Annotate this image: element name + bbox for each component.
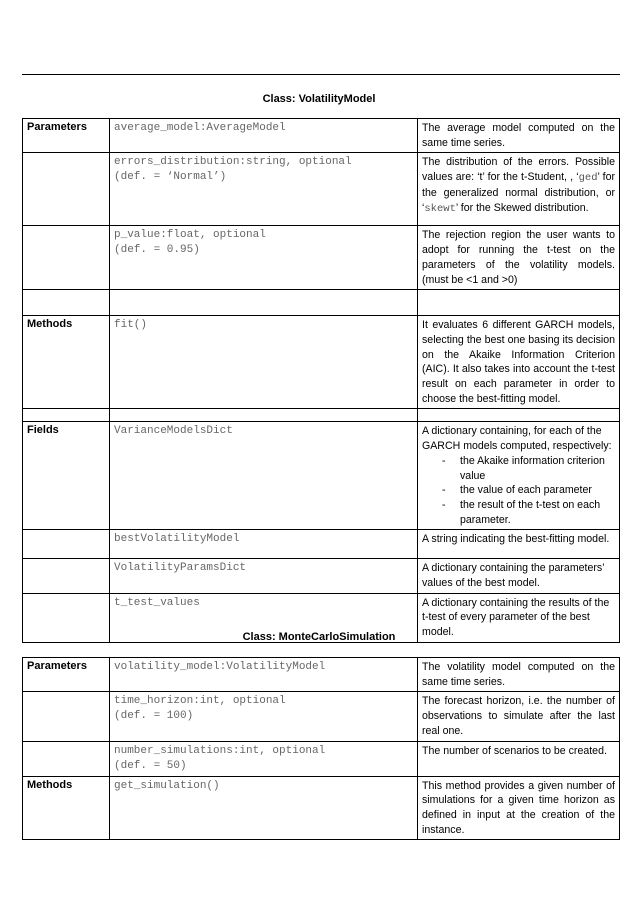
- method-description: It evaluates 6 different GARCH models, selecting the best one basing its decision on the Akaike Information Criterion (AIC). It also takes into account the t-test result on each parameter in order to choose the best-fitting model.: [418, 316, 620, 409]
- field-bullet-list: [422, 454, 615, 528]
- table-row: [23, 559, 620, 593]
- field-name: VarianceModelsDict: [110, 422, 418, 530]
- table-row: [23, 530, 620, 559]
- parameter-signature: errors_distribution:string, optional (def. = ‘Normal’): [110, 153, 418, 226]
- table-row: [23, 409, 620, 422]
- method-signature: fit(): [110, 316, 418, 409]
- fields-label: Fields: [23, 422, 110, 530]
- list-item: - the result of the t-test on each parameter.: [442, 498, 615, 527]
- parameter-signature: time_horizon:int, optional (def. = 100): [110, 692, 418, 741]
- parameter-signature: p_value:float, optional (def. = 0.95): [110, 226, 418, 290]
- table-row: [23, 776, 620, 840]
- parameter-description: The average model computed on the same time series.: [418, 119, 620, 153]
- list-item: - the value of each parameter: [442, 483, 615, 498]
- field-name: bestVolatilityModel: [110, 530, 418, 559]
- method-signature: get_simulation(): [110, 776, 418, 840]
- table-row: [23, 290, 620, 316]
- table-row: [23, 422, 620, 530]
- table-row: [23, 153, 620, 226]
- parameter-signature: volatility_model:VolatilityModel: [110, 658, 418, 692]
- method-description: This method provides a given number of simulations for a given time horizon as defined in input at the creation of the instance.: [418, 776, 620, 840]
- parameter-description: The volatility model computed on the same time series.: [418, 658, 620, 692]
- parameter-description: The distribution of the errors. Possible values are: ‘t’ for the t-Student, , ‘ged’ for the generalized normal distribution, or ‘skewt’ for the Skewed distribution.: [418, 153, 620, 226]
- parameter-description: The forecast horizon, i.e. the number of observations to simulate after the last real one.: [418, 692, 620, 741]
- parameter-description: The rejection region the user wants to adopt for running the t-test on the parameters of the volatility models. (must be <1 and >0): [418, 226, 620, 290]
- table-row: [23, 658, 620, 692]
- list-item: - the Akaike information criterion value: [442, 454, 615, 483]
- parameters-label: Parameters: [23, 119, 110, 153]
- volatility-model-table: [22, 118, 620, 643]
- parameter-description: The number of scenarios to be created.: [418, 741, 620, 776]
- field-description: A string indicating the best-fitting model.: [418, 530, 620, 559]
- table-row: [23, 226, 620, 290]
- volatility-model-class-title: Class: VolatilityModel: [262, 93, 376, 105]
- table-row: [23, 119, 620, 153]
- table-row: [23, 316, 620, 409]
- parameter-signature: number_simulations:int, optional (def. = 50): [110, 741, 418, 776]
- parameter-signature: average_model:AverageModel: [110, 119, 418, 153]
- field-name: t_test_values: [110, 593, 418, 642]
- methods-label: Methods: [23, 776, 110, 840]
- field-description: A dictionary containing the parameters’ values of the best model.: [418, 559, 620, 593]
- monte-carlo-class-title: Class: MonteCarloSimulation: [242, 631, 396, 643]
- methods-label: Methods: [23, 316, 110, 409]
- field-description: A dictionary containing the results of the t-test of every parameter of the best model.: [418, 593, 620, 642]
- field-name: VolatilityParamsDict: [110, 559, 418, 593]
- table-row: [23, 692, 620, 741]
- table-row: [23, 741, 620, 776]
- parameters-label: Parameters: [23, 658, 110, 692]
- header-rule: [22, 74, 620, 75]
- field-description: A dictionary containing, for each of the GARCH models computed, respectively: - the Akaike information criterion value - the value of each parameter - the result of the t-test on each parameter.: [418, 422, 620, 530]
- monte-carlo-table: [22, 657, 620, 840]
